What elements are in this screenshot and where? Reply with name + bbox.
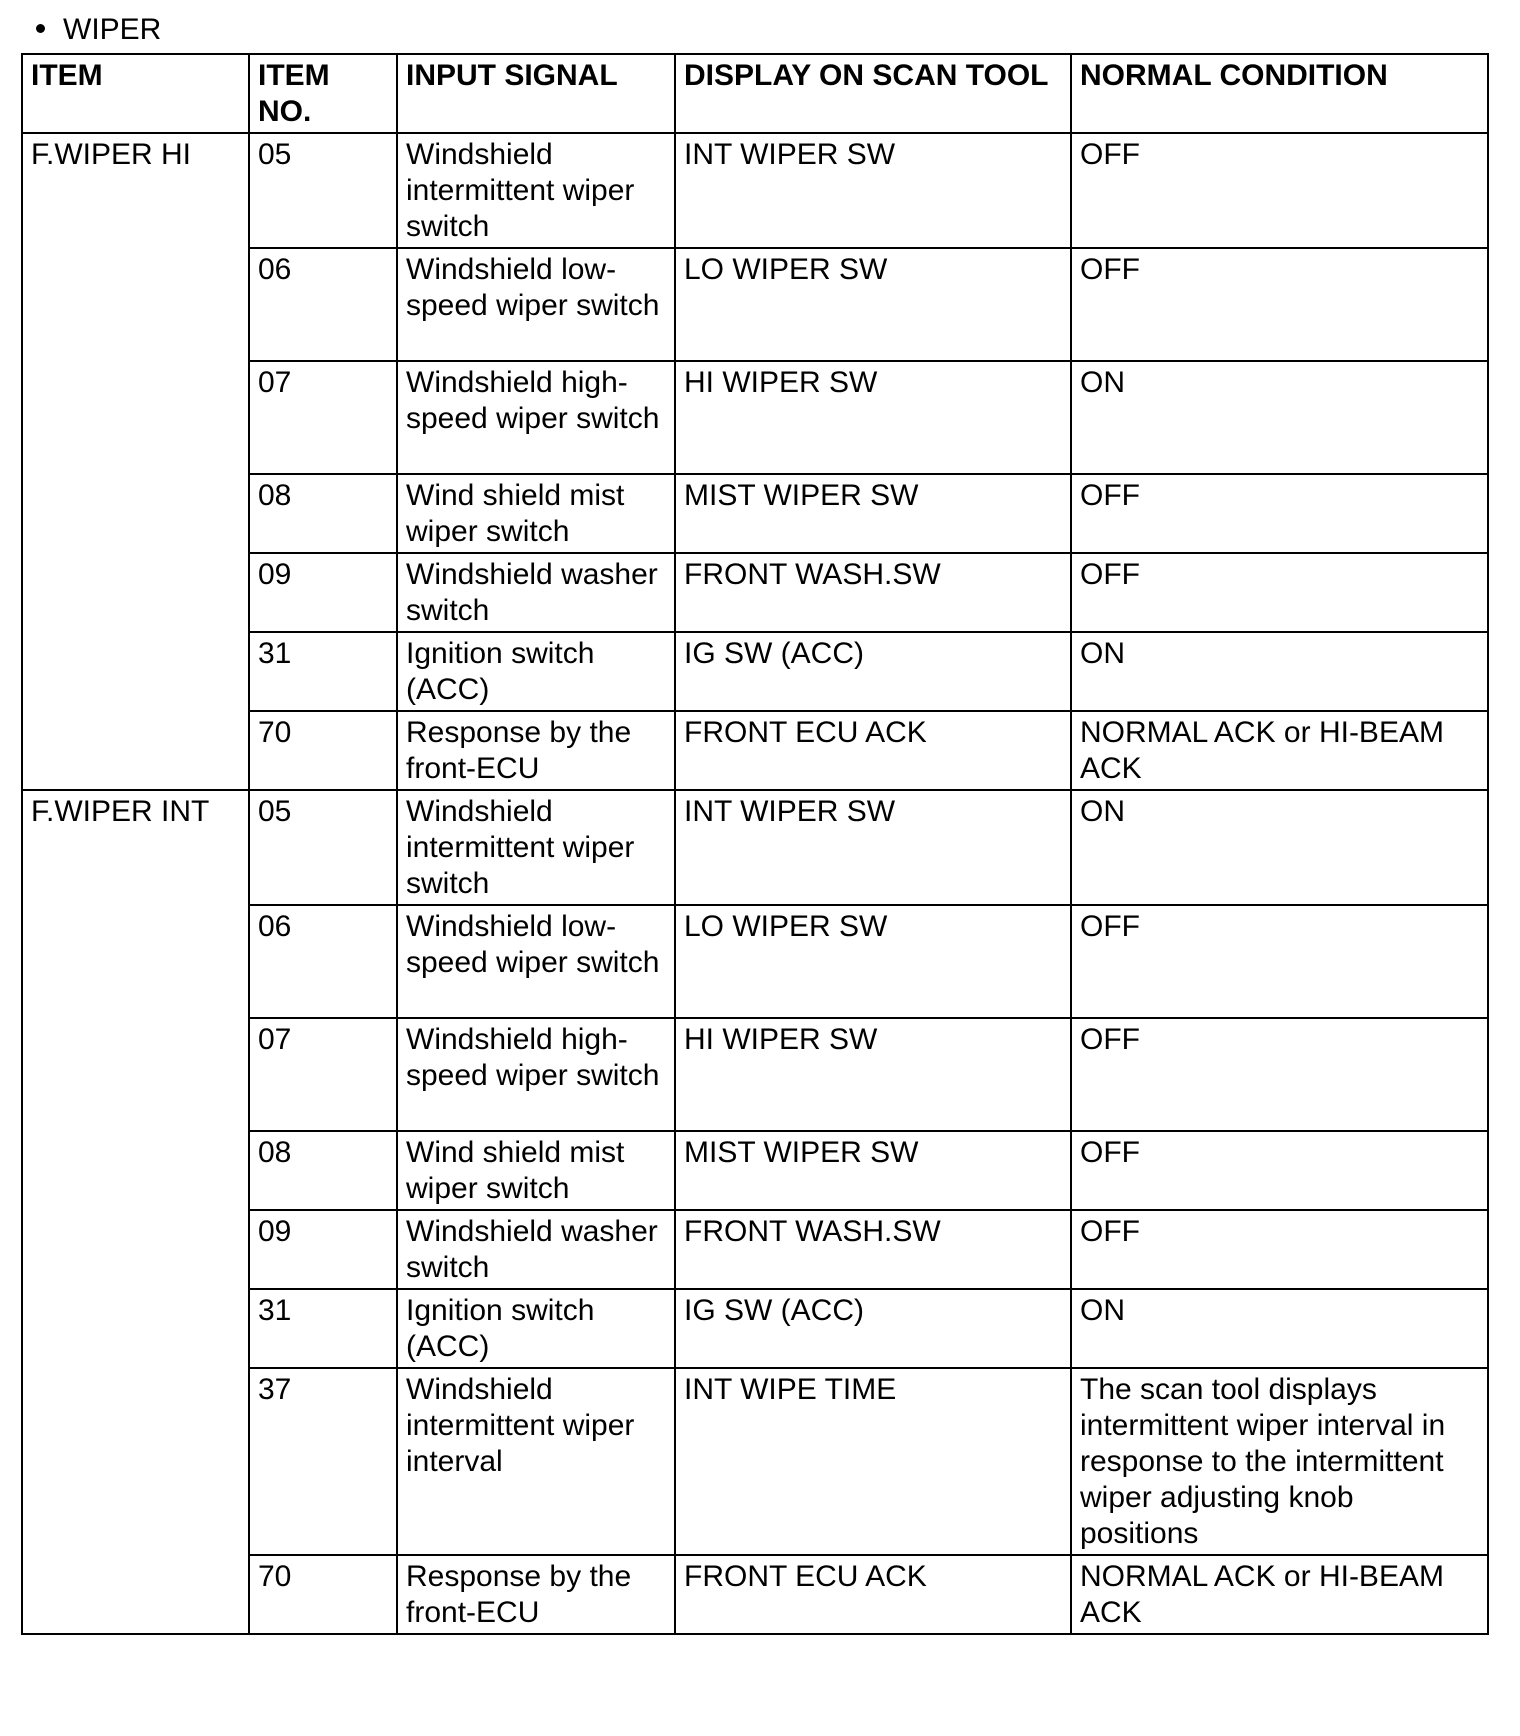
header-input-signal: INPUT SIGNAL [397,54,675,133]
item-no-cell: 08 [249,1131,397,1210]
item-no-cell: 09 [249,1210,397,1289]
display-cell: LO WIPER SW [675,905,1071,1018]
item-no-cell: 07 [249,361,397,474]
header-item: ITEM [22,54,249,133]
item-no-cell: 06 [249,905,397,1018]
input-signal-cell: Windshield low-speed wiper switch [397,905,675,1018]
bullet-icon [36,24,45,33]
condition-cell: OFF [1071,248,1488,361]
display-cell: HI WIPER SW [675,361,1071,474]
display-cell: INT WIPE TIME [675,1368,1071,1555]
condition-cell: NORMAL ACK or HI-BEAM ACK [1071,711,1488,790]
input-signal-cell: Ignition switch (ACC) [397,1289,675,1368]
condition-cell: OFF [1071,1018,1488,1131]
wiper-data-table [21,53,1489,1635]
input-signal-cell: Windshield washer switch [397,553,675,632]
item-no-cell: 07 [249,1018,397,1131]
condition-cell: ON [1071,1289,1488,1368]
input-signal-cell: Wind shield mist wiper switch [397,1131,675,1210]
item-cell: F.WIPER HI [22,133,249,790]
input-signal-cell: Windshield high-speed wiper switch [397,361,675,474]
display-cell: LO WIPER SW [675,248,1071,361]
header-display: DISPLAY ON SCAN TOOL [675,54,1071,133]
condition-cell: OFF [1071,553,1488,632]
item-no-cell: 31 [249,632,397,711]
condition-cell: ON [1071,632,1488,711]
input-signal-cell: Response by the front-ECU [397,1555,675,1634]
input-signal-cell: Response by the front-ECU [397,711,675,790]
item-no-cell: 05 [249,790,397,905]
input-signal-cell: Windshield intermittent wiper switch [397,133,675,248]
table-header-row [22,54,1488,133]
section-title: WIPER [63,13,162,46]
condition-cell: The scan tool displays intermittent wiper interval in response to the intermittent wiper adjusting knob positions [1071,1368,1488,1555]
condition-cell: OFF [1071,133,1488,248]
condition-cell: OFF [1071,1131,1488,1210]
condition-cell: OFF [1071,1210,1488,1289]
item-no-cell: 06 [249,248,397,361]
section-heading [36,10,161,50]
input-signal-cell: Windshield intermittent wiper interval [397,1368,675,1555]
header-item-no: ITEM NO. [249,54,397,133]
item-no-cell: 05 [249,133,397,248]
item-no-cell: 31 [249,1289,397,1368]
condition-cell: NORMAL ACK or HI-BEAM ACK [1071,1555,1488,1634]
input-signal-cell: Windshield high-speed wiper switch [397,1018,675,1131]
table-row [22,133,1488,248]
condition-cell: OFF [1071,474,1488,553]
item-cell: F.WIPER INT [22,790,249,1634]
display-cell: MIST WIPER SW [675,1131,1071,1210]
display-cell: FRONT WASH.SW [675,553,1071,632]
display-cell: INT WIPER SW [675,790,1071,905]
header-normal-condition: NORMAL CONDITION [1071,54,1488,133]
item-no-cell: 37 [249,1368,397,1555]
input-signal-cell: Windshield low-speed wiper switch [397,248,675,361]
item-no-cell: 09 [249,553,397,632]
input-signal-cell: Wind shield mist wiper switch [397,474,675,553]
input-signal-cell: Windshield intermittent wiper switch [397,790,675,905]
item-no-cell: 70 [249,1555,397,1634]
condition-cell: OFF [1071,905,1488,1018]
table-row [22,790,1488,905]
display-cell: IG SW (ACC) [675,1289,1071,1368]
display-cell: INT WIPER SW [675,133,1071,248]
condition-cell: ON [1071,361,1488,474]
input-signal-cell: Windshield washer switch [397,1210,675,1289]
item-no-cell: 08 [249,474,397,553]
display-cell: FRONT ECU ACK [675,1555,1071,1634]
condition-cell: ON [1071,790,1488,905]
display-cell: IG SW (ACC) [675,632,1071,711]
input-signal-cell: Ignition switch (ACC) [397,632,675,711]
display-cell: MIST WIPER SW [675,474,1071,553]
display-cell: FRONT WASH.SW [675,1210,1071,1289]
item-no-cell: 70 [249,711,397,790]
display-cell: HI WIPER SW [675,1018,1071,1131]
display-cell: FRONT ECU ACK [675,711,1071,790]
